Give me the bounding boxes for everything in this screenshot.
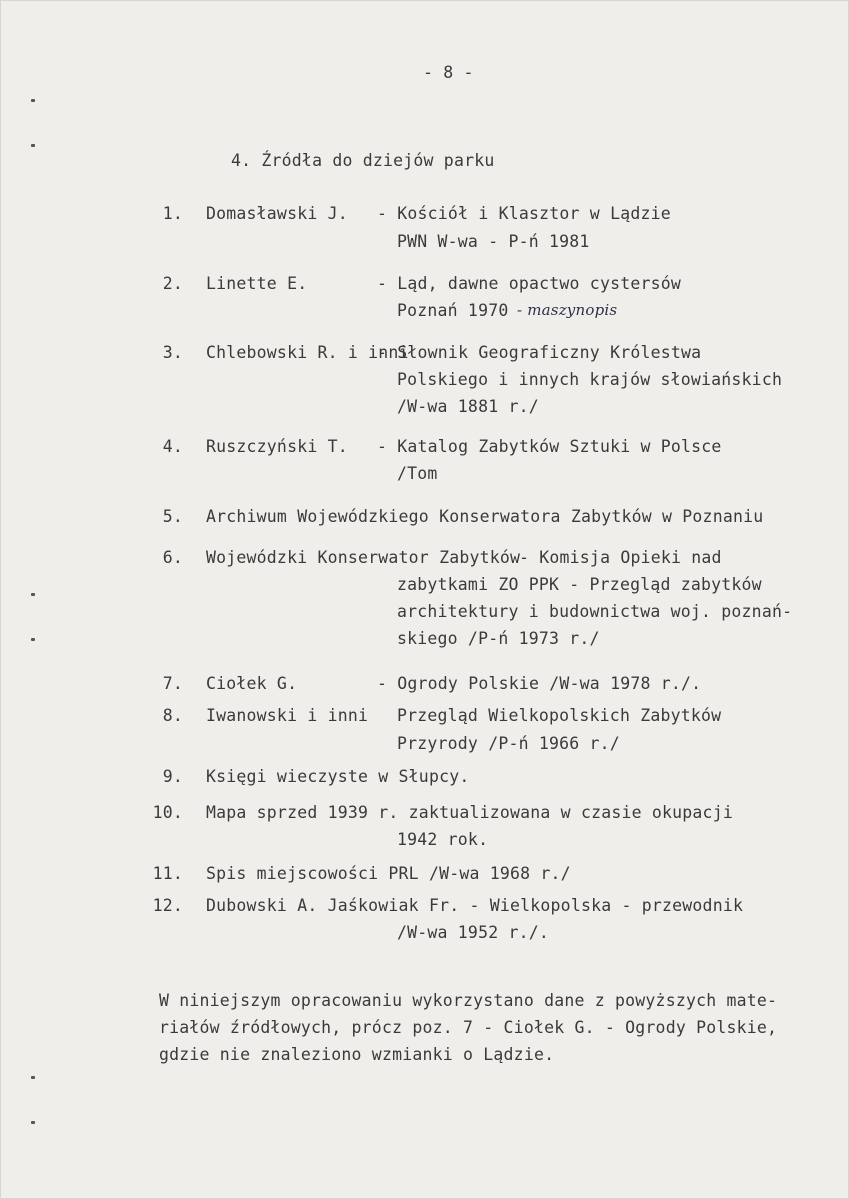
entry-number: 8. (162, 706, 183, 725)
margin-mark (31, 593, 35, 596)
entry-author: Chlebowski R. i inni (206, 343, 409, 362)
entry-line: 1942 rok. (397, 830, 489, 849)
entry-line: skiego /P-ń 1973 r./ (397, 629, 600, 648)
entry-line: Przyrody /P-ń 1966 r./ (397, 734, 620, 753)
handwritten-note: - maszynopis (517, 301, 618, 319)
entry-number: 7. (162, 674, 183, 693)
entry-line: /Tom (397, 464, 438, 483)
entry-line: - Kościół i Klasztor w Lądzie (377, 204, 671, 223)
entry-line: Przegląd Wielkopolskich Zabytków (397, 706, 722, 725)
margin-mark (31, 144, 35, 147)
closing-paragraph-line: riałów źródłowych, prócz poz. 7 - Ciołek G. - Ogrody Polskie, (159, 1018, 778, 1037)
entry-author: Archiwum Wojewódzkiego Konserwatora Zabytków w Poznaniu (206, 507, 764, 526)
entry-line: zabytkami ZO PPK - Przegląd zabytków (397, 575, 762, 594)
entry-line: /W-wa 1952 r./. (397, 923, 550, 942)
entry-number: 5. (162, 507, 183, 526)
entry-author: Domasławski J. (206, 204, 348, 223)
entry-author: Księgi wieczyste w Słupcy. (206, 767, 470, 786)
entry-author: Spis miejscowości PRL /W-wa 1968 r./ (206, 864, 571, 883)
entry-author: Dubowski A. Jaśkowiak Fr. - Wielkopolska - przewodnik (206, 896, 744, 915)
margin-mark (31, 1121, 35, 1124)
entry-number: 1. (162, 204, 183, 223)
entry-author: Mapa sprzed 1939 r. zaktualizowana w czasie okupacji (206, 803, 733, 822)
entry-line: - Słownik Geograficzny Królestwa (377, 343, 702, 362)
entry-number: 10. (152, 803, 183, 822)
entry-author: Iwanowski i inni (206, 706, 369, 725)
entry-number: 11. (152, 864, 183, 883)
entry-number: 4. (162, 437, 183, 456)
closing-paragraph-line: gdzie nie znaleziono wzmianki o Lądzie. (159, 1045, 555, 1064)
entry-line: /W-wa 1881 r./ (397, 397, 539, 416)
entry-number: 12. (152, 896, 183, 915)
entry-author: Linette E. (206, 274, 308, 293)
entry-author: Ruszczyński T. (206, 437, 348, 456)
entry-line: PWN W-wa - P-ń 1981 (397, 232, 590, 251)
entry-line: Polskiego i innych krajów słowiańskich (397, 370, 783, 389)
entry-line: - Ląd, dawne opactwo cystersów (377, 274, 682, 293)
section-title: 4. Źródła do dziejów parku (231, 151, 495, 170)
entry-number: 2. (162, 274, 183, 293)
entry-author: Ciołek G. (206, 674, 298, 693)
entry-line: architektury i budownictwa woj. poznań- (397, 602, 793, 621)
entry-number: 3. (162, 343, 183, 362)
entry-number: 9. (162, 767, 183, 786)
entry-number: 6. (162, 548, 183, 567)
margin-mark (31, 99, 35, 102)
closing-paragraph-line: W niniejszym opracowaniu wykorzystano dane z powyższych mate- (159, 991, 778, 1010)
page-number: - 8 - (423, 63, 474, 82)
margin-mark (31, 638, 35, 641)
margin-mark (31, 1076, 35, 1079)
entry-line: - Ogrody Polskie /W-wa 1978 r./. (377, 674, 702, 693)
entry-line: - Komisja Opieki nad (519, 548, 722, 567)
entry-line: - Katalog Zabytków Sztuki w Polsce (377, 437, 722, 456)
entry-author: Wojewódzki Konserwator Zabytków (206, 548, 521, 567)
entry-line: Poznań 1970 (397, 301, 509, 320)
